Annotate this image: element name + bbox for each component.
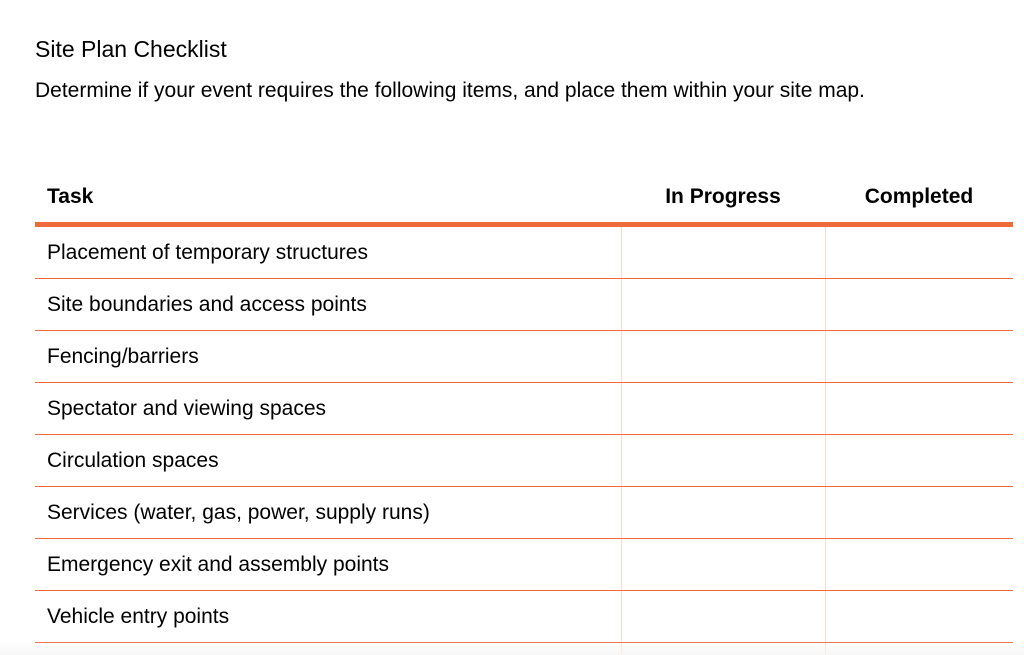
header-in-progress: In Progress (621, 172, 825, 225)
in-progress-cell[interactable] (621, 225, 825, 279)
completed-cell[interactable] (825, 331, 1013, 383)
completed-cell[interactable] (825, 435, 1013, 487)
completed-cell[interactable] (825, 383, 1013, 435)
in-progress-cell[interactable] (621, 331, 825, 383)
completed-cell[interactable] (825, 487, 1013, 539)
completed-cell[interactable] (825, 279, 1013, 331)
task-cell: Vehicle entry points (35, 591, 621, 643)
page-title: Site Plan Checklist (35, 36, 227, 62)
task-cell: Spectator and viewing spaces (35, 383, 621, 435)
bottom-edge-shadow (0, 641, 1024, 655)
header-completed: Completed (825, 172, 1013, 225)
in-progress-cell[interactable] (621, 383, 825, 435)
table-row (35, 591, 1013, 643)
completed-cell[interactable] (825, 225, 1013, 279)
in-progress-cell[interactable] (621, 591, 825, 643)
header-task: Task (35, 172, 621, 225)
in-progress-cell[interactable] (621, 279, 825, 331)
table-row (35, 331, 1013, 383)
task-cell: Site boundaries and access points (35, 279, 621, 331)
table-row (35, 279, 1013, 331)
in-progress-cell[interactable] (621, 487, 825, 539)
task-cell: Placement of temporary structures (35, 225, 621, 279)
task-cell: Emergency exit and assembly points (35, 539, 621, 591)
completed-cell[interactable] (825, 539, 1013, 591)
in-progress-cell[interactable] (621, 435, 825, 487)
page-subtitle: Determine if your event requires the following items, and place them within your site map. (35, 79, 865, 102)
task-cell: Services (water, gas, power, supply runs) (35, 487, 621, 539)
task-cell: Fencing/barriers (35, 331, 621, 383)
table-header-row (35, 172, 1013, 225)
completed-cell[interactable] (825, 591, 1013, 643)
in-progress-cell[interactable] (621, 539, 825, 591)
table-row (35, 225, 1013, 279)
checklist-table (35, 172, 1013, 655)
task-cell: Circulation spaces (35, 435, 621, 487)
table-row (35, 383, 1013, 435)
table-row (35, 435, 1013, 487)
table-row (35, 539, 1013, 591)
table-row (35, 487, 1013, 539)
